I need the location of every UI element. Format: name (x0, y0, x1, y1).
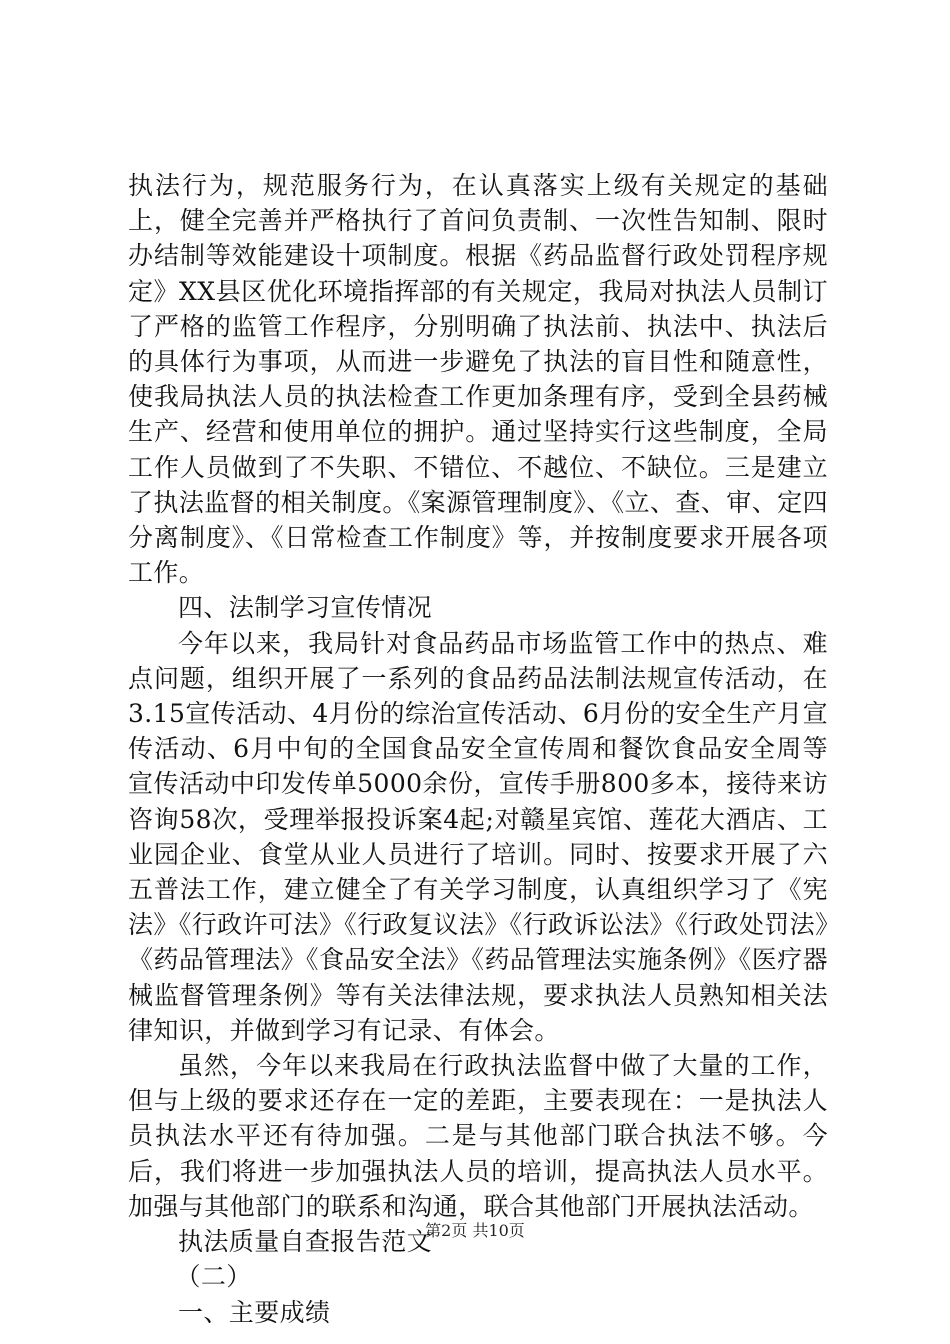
section-heading-achievements: 一、主要成绩 (178, 1297, 331, 1327)
paragraph-regulations: 执法行为，规范服务行为，在认真落实上级有关规定的基础上，健全完善并严格执行了首问负责制、一次性告知制、限时办结制等效能建设十项制度。根据《药品监督行政处罚程序规定》XX县区优化环境指挥部的有关规定，我局对执法人员制订了严格的监管工作程序，分别明确了执法前、执法中、执法后的具体行为事项，从而进一步避免了执法的盲目性和随意性，使我局执法人员的执法检查工作更加条理有序，受到全县药械生产、经营和使用单位的拥护。通过坚持实行这些制度，全局工作人员做到了不失职、不错位、不越位、不缺位。三是建立了执法监督的相关制度。《案源管理制度》、《立、查、审、定四分离制度》、《日常检查工作制度》等，并按制度要求开展各项工作。 (128, 171, 828, 588)
report-part-number: （二） (175, 1262, 252, 1292)
paragraph-shortcomings: 虽然，今年以来我局在行政执法监督中做了大量的工作，但与上级的要求还存在一定的差距，主要表现在：一是执法人员执法水平还有待加强。二是与其他部门联合执法不够。今后，我们将进一步加强执法人员的培训，提高执法人员水平。加强与其他部门的联系和沟通，联合其他部门开展执法活动。 (128, 1051, 828, 1221)
section-heading-legal-education: 四、法制学习宣传情况 (178, 593, 433, 623)
paragraph-publicity: 今年以来，我局针对食品药品市场监管工作中的热点、难点问题，组织开展了一系列的食品药品法制法规宣传活动，在3.15宣传活动、4月份的综治宣传活动、6月份的安全生产月宣传活动、6月中旬的全国食品安全宣传周和餐饮食品安全周等宣传活动中印发传单5000余份，宣传手册800多本，接待来访咨询58次，受理举报投诉案4起;对赣星宾馆、莲花大酒店、工业园企业、食堂从业人员进行了培训。同时、按要求开展了六五普法工作，建立健全了有关学习制度，认真组织学习了《宪法》《行政许可法》《行政复议法》《行政诉讼法》《行政处罚法》《药品管理法》《食品安全法》《药品管理法实施条例》《医疗器械监督管理条例》等有关法律法规，要求执法人员熟知相关法律知识，并做到学习有记录、有体会。 (128, 628, 828, 1045)
report-title: 执法质量自查报告范文 (178, 1227, 433, 1257)
document-body (128, 168, 828, 1330)
page-footer: 第2页 共10页 (425, 1221, 525, 1240)
